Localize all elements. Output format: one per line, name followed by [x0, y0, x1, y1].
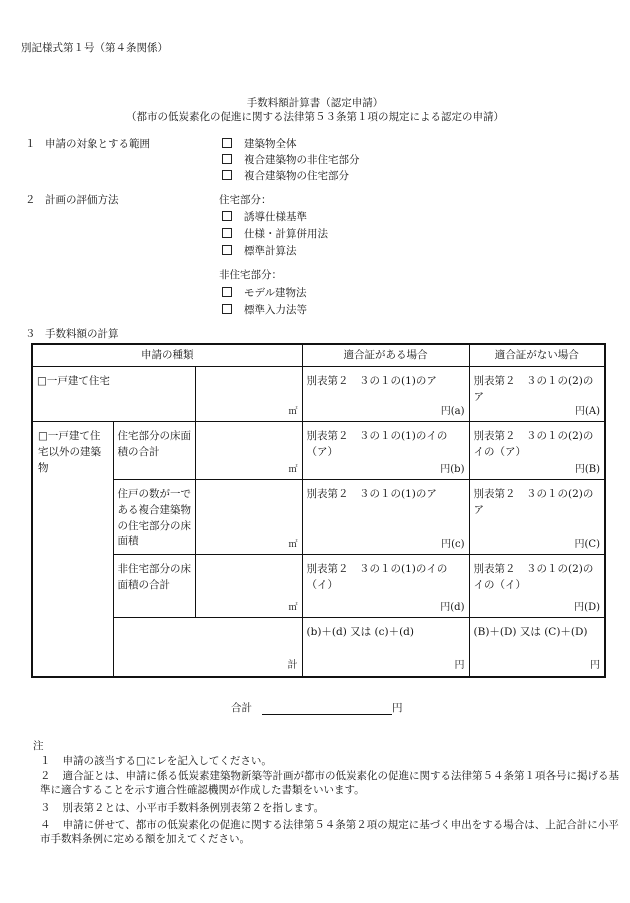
form-title: 手数料額計算書（認定申請）: [246, 97, 384, 109]
residential-without-cell[interactable]: 別表第２ ３の１の(2)のイの（ア） 円(B): [469, 422, 605, 480]
single-unit-area-cell[interactable]: [195, 480, 302, 555]
nonresidential-with-cell[interactable]: 別表第２ ３の１の(1)のイの（イ） 円(d): [302, 555, 469, 618]
residential-area-cell[interactable]: [195, 422, 302, 480]
detached-area-cell[interactable]: [195, 367, 302, 422]
section-3-number: ３: [25, 328, 36, 340]
sqm-unit: ㎡: [288, 539, 298, 550]
grand-total-line[interactable]: [262, 702, 392, 715]
notes-heading: 注: [33, 740, 44, 752]
section-1-number: １: [25, 138, 36, 150]
grand-total-unit: 円: [392, 702, 403, 714]
sqm-unit: ㎡: [288, 406, 298, 417]
checkbox-icon[interactable]: [222, 245, 232, 255]
eval-option-spec-calc[interactable]: 仕様・計算併用法: [222, 227, 328, 241]
table-row-detached: [32, 367, 605, 422]
single-unit-without-cell[interactable]: 別表第２ ３の１の(2)のア 円(C): [469, 480, 605, 555]
total-without-cell[interactable]: (B)＋(D) 又は (C)＋(D) 円: [469, 618, 605, 677]
residential-label: 住宅部分：: [219, 194, 272, 206]
table-row-residential-area: [32, 422, 605, 480]
checkbox-icon[interactable]: [222, 228, 232, 238]
eval-option-standard-calc[interactable]: 標準計算法: [222, 244, 297, 258]
form-number: 別記様式第１号（第４条関係）: [21, 42, 168, 54]
checkbox-icon[interactable]: [222, 154, 232, 164]
form-subtitle: （都市の低炭素化の促進に関する法律第５３条第１項の規定による認定の申請）: [126, 111, 504, 123]
section-3-label: 手数料額の計算: [45, 328, 119, 340]
note-item: ３ 別表第２とは、小平市手数料条例別表第２を指します。: [40, 802, 325, 814]
eval-option-model-building[interactable]: モデル建物法: [222, 286, 306, 300]
detached-with-cell[interactable]: 別表第２ ３の１の(1)のア 円(a): [302, 367, 469, 422]
total-with-cell[interactable]: (b)＋(d) 又は (c)＋(d) 円: [302, 618, 469, 677]
nonresidential-area-cell[interactable]: [195, 555, 302, 618]
nonresidential-without-cell[interactable]: 別表第２ ３の１の(2)のイの（イ） 円(D): [469, 555, 605, 618]
table-row-nonresidential-area: [32, 555, 605, 618]
note-item: ２ 適合証とは、申請に係る低炭素建築物新築等計画が都市の低炭素化の促進に関する法律第５４条第１項各号に掲げる基準に適合することを示す適合性確認機関が作成した書類をいいます。: [40, 770, 619, 797]
detached-label[interactable]: □一戸建て住宅: [37, 375, 110, 387]
total-amount-cell[interactable]: [113, 618, 302, 677]
header-application-type: 申請の種類: [32, 344, 302, 367]
table-header-row: [32, 344, 605, 367]
header-with-certificate: 適合証がある場合: [302, 344, 469, 367]
grand-total[interactable]: [231, 701, 403, 715]
table-row-total: [32, 618, 605, 677]
detached-label-cell: [32, 367, 195, 422]
scope-option-nonresidential[interactable]: 複合建築物の非住宅部分: [222, 153, 360, 167]
note-item: １ 申請の該当する□にレを記入してください。: [40, 755, 272, 767]
row-label-single-unit: 住戸の数が一である複合建築物の住宅部分の床面積: [113, 480, 195, 555]
sqm-unit: ㎡: [288, 464, 298, 475]
section-1-label: 申請の対象とする範囲: [45, 138, 150, 150]
scope-option-residential[interactable]: 複合建築物の住宅部分: [222, 169, 349, 183]
section-2-label: 計画の評価方法: [45, 194, 119, 206]
single-unit-with-cell[interactable]: 別表第２ ３の１の(1)のア 円(c): [302, 480, 469, 555]
scope-option-whole[interactable]: 建築物全体: [222, 137, 297, 151]
residential-with-cell[interactable]: 別表第２ ３の１の(1)のイの（ア） 円(b): [302, 422, 469, 480]
checkbox-icon[interactable]: [222, 170, 232, 180]
row-label-residential: 住宅部分の床面積の合計: [113, 422, 195, 480]
table-row-single-unit-area: [32, 480, 605, 555]
total-label: 計: [287, 660, 298, 671]
header-without-certificate: 適合証がない場合: [469, 344, 605, 367]
note-item: ４ 申請に併せて、都市の低炭素化の促進に関する法律第５４条第２項の規定に基づく申出をする場合は、上記合計に小平市手数料条例に定める額を加えてください。: [40, 819, 619, 846]
grand-total-label: 合計: [231, 702, 252, 714]
other-building-label[interactable]: □一戸建て住宅以外の建築物: [38, 430, 101, 474]
checkbox-icon[interactable]: [222, 211, 232, 221]
detached-without-cell[interactable]: 別表第２ ３の１の(2)のア 円(A): [469, 367, 605, 422]
sqm-unit: ㎡: [288, 602, 298, 613]
checkbox-icon[interactable]: [222, 287, 232, 297]
section-2-number: ２: [25, 194, 36, 206]
checkbox-icon[interactable]: [222, 138, 232, 148]
other-building-label-cell: [32, 422, 113, 677]
nonresidential-label: 非住宅部分：: [219, 269, 282, 281]
row-label-nonresidential: 非住宅部分の床面積の合計: [113, 555, 195, 618]
eval-option-guided-spec[interactable]: 誘導仕様基準: [222, 210, 307, 224]
fee-table: [31, 343, 606, 678]
eval-option-standard-input[interactable]: 標準入力法等: [222, 303, 307, 317]
checkbox-icon[interactable]: [222, 304, 232, 314]
